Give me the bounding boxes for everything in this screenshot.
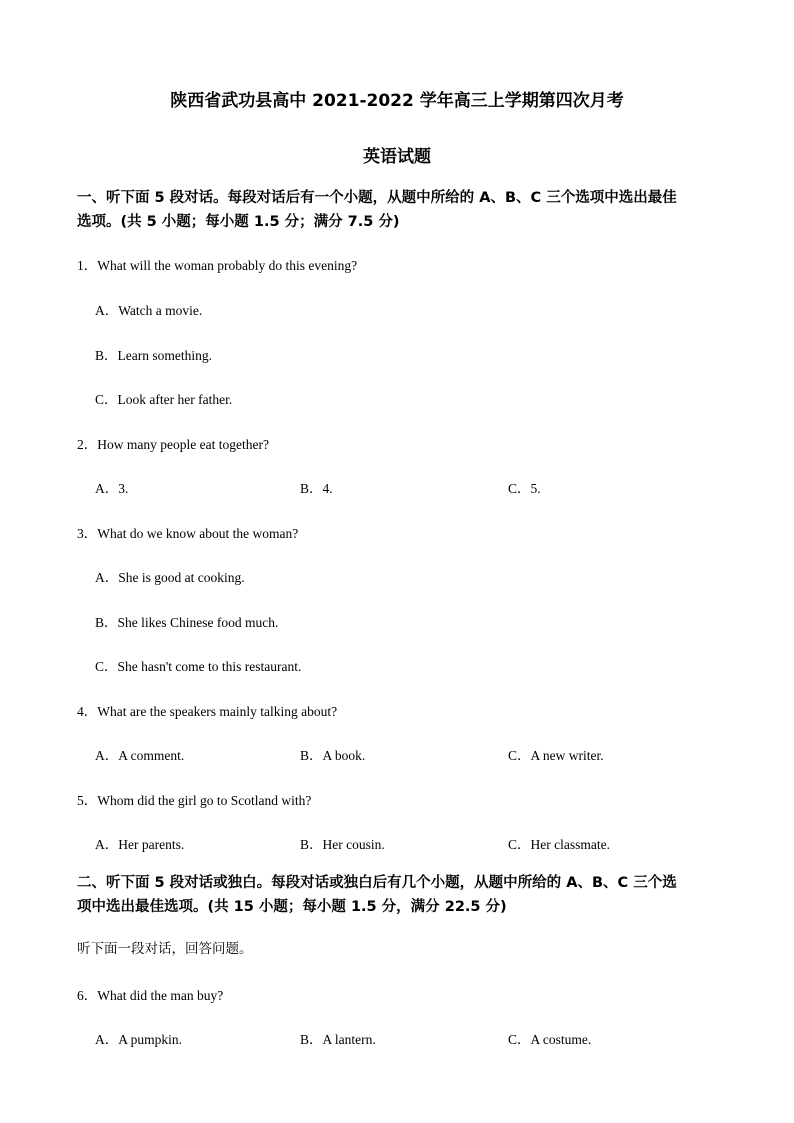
question-2-option-b: B．4. (300, 481, 333, 496)
question-4-stem: 4．What are the speakers mainly talking about? (77, 704, 338, 719)
question-1-option-b: B．Learn something. (95, 348, 212, 363)
question-4-option-c: C．A new writer. (508, 748, 604, 763)
section-1-heading (77, 186, 677, 234)
question-4-option-a: A．A comment. (95, 748, 185, 763)
question-2-option-c: C．5. (508, 481, 541, 496)
question-2-stem: 2．How many people eat together? (77, 437, 269, 452)
exam-title: 陕西省武功县高中 2021-2022 学年高三上学期第四次月考 (170, 91, 624, 111)
question-5-option-a: A．Her parents. (95, 837, 185, 852)
question-3-option-a: A．She is good at cooking. (95, 570, 245, 585)
question-3-option-b: B．She likes Chinese food much. (95, 615, 279, 630)
section-1-line-1: 一、听下面 5 段对话。每段对话后有一个小题，从题中所给的 A、B、C 三个选项中选出最佳 (77, 190, 677, 206)
question-5-stem: 5．Whom did the girl go to Scotland with? (77, 793, 312, 808)
question-2-option-a: A．3. (95, 481, 129, 496)
section-1-line-2: 选项。(共 5 小题；每小题 1.5 分；满分 7.5 分) (77, 214, 400, 230)
question-6-option-a: A．A pumpkin. (95, 1032, 183, 1047)
question-4-option-b: B．A book. (300, 748, 366, 763)
section-2-line-1: 二、听下面 5 段对话或独白。每段对话或独白后有几个小题，从题中所给的 A、B、C 三个选 (77, 875, 677, 891)
question-6-option-b: B．A lantern. (300, 1032, 376, 1047)
question-5-option-c: C．Her classmate. (508, 837, 610, 852)
question-6-stem: 6．What did the man buy? (77, 988, 224, 1003)
question-6-option-c: C．A costume. (508, 1032, 592, 1047)
question-1-stem: 1．What will the woman probably do this evening? (77, 258, 358, 273)
question-1-option-c: C．Look after her father. (95, 392, 233, 407)
section-2-line-2: 项中选出最佳选项。(共 15 小题；每小题 1.5 分，满分 22.5 分) (77, 899, 507, 915)
question-3-option-c: C．She hasn't come to this restaurant. (95, 659, 302, 674)
question-1-option-a: A．Watch a movie. (95, 303, 203, 318)
question-3-stem: 3．What do we know about the woman? (77, 526, 299, 541)
question-5-option-b: B．Her cousin. (300, 837, 385, 852)
section-2-instruction: 听下面一段对话，回答问题。 (77, 941, 253, 957)
section-2-heading (77, 871, 677, 919)
exam-subtitle: 英语试题 (363, 147, 431, 167)
